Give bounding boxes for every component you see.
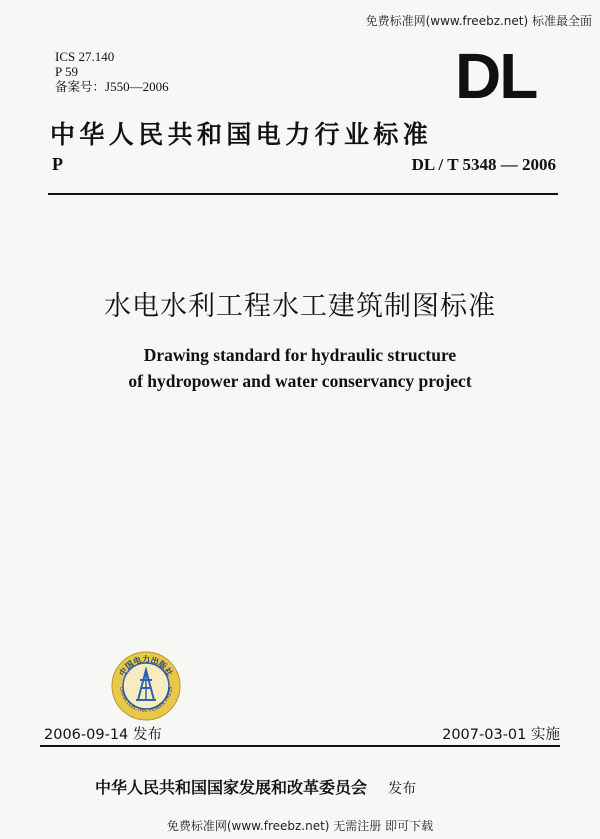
standard-number: DL / T 5348 — 2006 xyxy=(411,155,556,174)
title-chinese: 水电水利工程水工建筑制图标准 xyxy=(104,291,496,322)
seal-text-en: CHINA ELECTRIC POWER PRESS xyxy=(117,686,175,715)
title-english xyxy=(0,342,600,394)
watermark-bottom: 免费标准网(www.freebz.net) 无需注册 即可下载 xyxy=(166,819,434,833)
ics-code: ICS 27.140 xyxy=(55,49,115,64)
publisher-seal xyxy=(110,650,182,722)
effective-date-value: 2007-03-01 xyxy=(442,727,527,743)
effective-date xyxy=(442,723,560,744)
issuer-block xyxy=(95,775,416,798)
standard-type: 中华人民共和国电力行业标准 xyxy=(50,120,433,149)
seal-icon xyxy=(110,650,182,722)
title-english-line1: Drawing standard for hydraulic structure xyxy=(143,345,457,365)
header-rule xyxy=(48,193,558,195)
record-number xyxy=(55,79,169,94)
record-label: 备案号： xyxy=(55,79,106,94)
issuer-suffix: 发布 xyxy=(388,781,417,797)
p-code: P 59 xyxy=(55,64,78,79)
issued-date xyxy=(44,723,162,744)
issuer-name: 中华人民共和国国家发展和改革委员会 xyxy=(95,778,368,797)
record-value: J550—2006 xyxy=(105,79,169,94)
title-english-line2: of hydropower and water conservancy project xyxy=(128,371,472,391)
issued-date-value: 2006-09-14 xyxy=(44,727,129,743)
seal-text-cn: 中国电力出版社 xyxy=(117,655,175,678)
issued-label: 发布 xyxy=(132,727,162,743)
classification-code: P xyxy=(52,154,63,174)
meta-block xyxy=(55,49,169,94)
dl-logo: DL xyxy=(455,40,537,112)
footer-rule xyxy=(40,745,560,747)
watermark-top: 免费标准网(www.freebz.net) 标准最全面 xyxy=(365,14,592,28)
effective-label: 实施 xyxy=(531,727,560,743)
